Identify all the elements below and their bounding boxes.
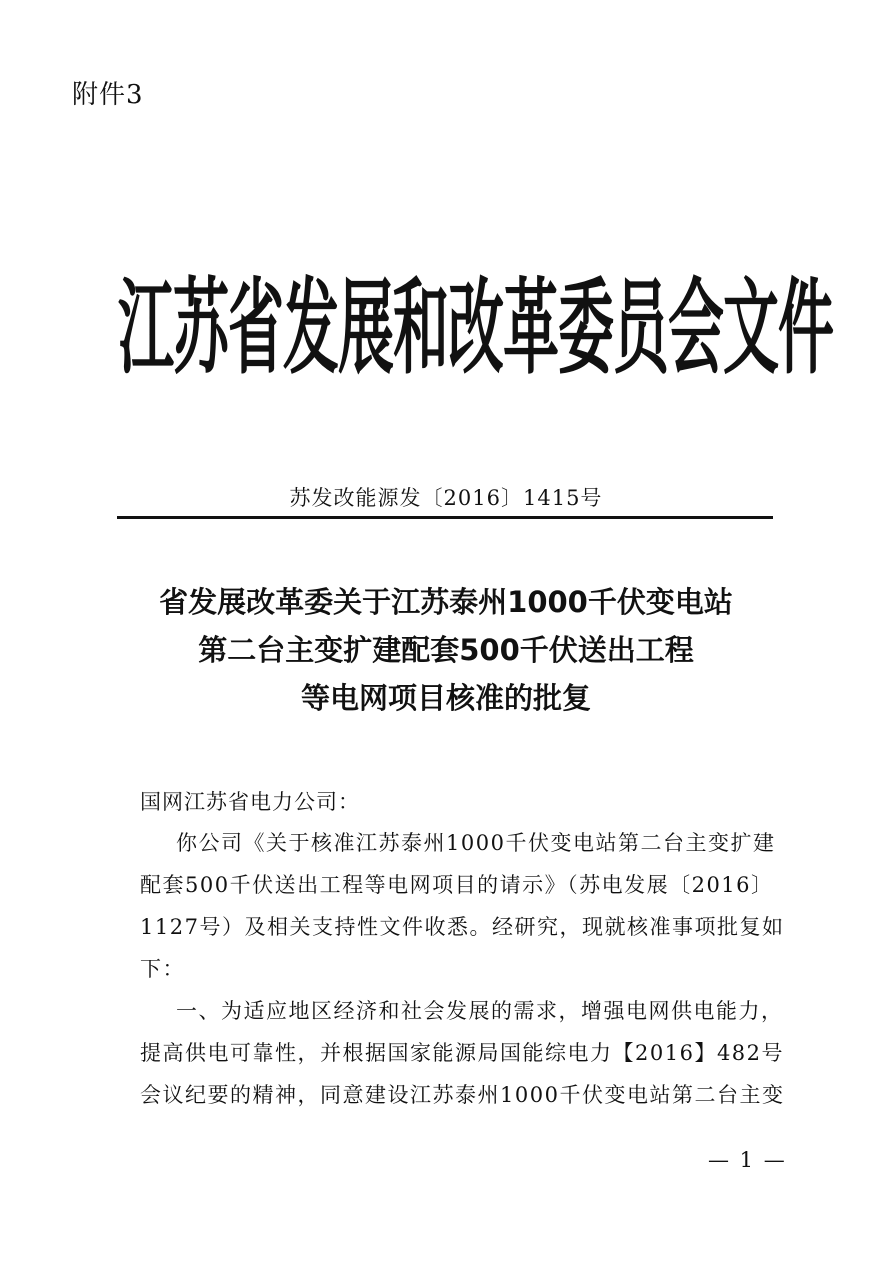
addressee: 国网江苏省电力公司：	[140, 790, 360, 814]
paragraph-1-line-2: 配套500千伏送出工程等电网项目的请示》（苏电发展〔2016〕	[140, 873, 774, 897]
document-subject	[110, 578, 782, 722]
paragraph-2-line-3: 会议纪要的精神，同意建设江苏泰州1000千伏变电站第二台主变	[140, 1083, 785, 1107]
subject-line-3: 等电网项目核准的批复	[300, 681, 591, 715]
paragraph-1-line-1: 你公司《关于核准江苏泰州1000千伏变电站第二台主变扩建	[176, 831, 776, 855]
attachment-label: 附件3	[72, 80, 144, 110]
header-divider	[117, 516, 773, 519]
issuer-title: 江苏省发展和改革委员会文件	[118, 268, 833, 390]
subject-line-2: 第二台主变扩建配套500千伏送出工程	[198, 633, 694, 667]
subject-line-1: 省发展改革委关于江苏泰州1000千伏变电站	[159, 585, 733, 619]
paragraph-2-line-1: 一、为适应地区经济和社会发展的需求，增强电网供电能力，	[176, 999, 784, 1023]
body-paragraph-2	[140, 990, 800, 1116]
paragraph-1-line-4: 下：	[140, 957, 185, 981]
page-number: — 1 —	[708, 1148, 787, 1172]
paragraph-1-line-3: 1127号）及相关支持性文件收悉。经研究，现就核准事项批复如	[140, 915, 785, 939]
document-number: 苏发改能源发〔2016〕1415号	[289, 486, 603, 510]
body-paragraph-1	[140, 822, 800, 990]
paragraph-2-line-2: 提高供电可靠性，并根据国家能源局国能综电力【2016】482号	[140, 1041, 785, 1065]
